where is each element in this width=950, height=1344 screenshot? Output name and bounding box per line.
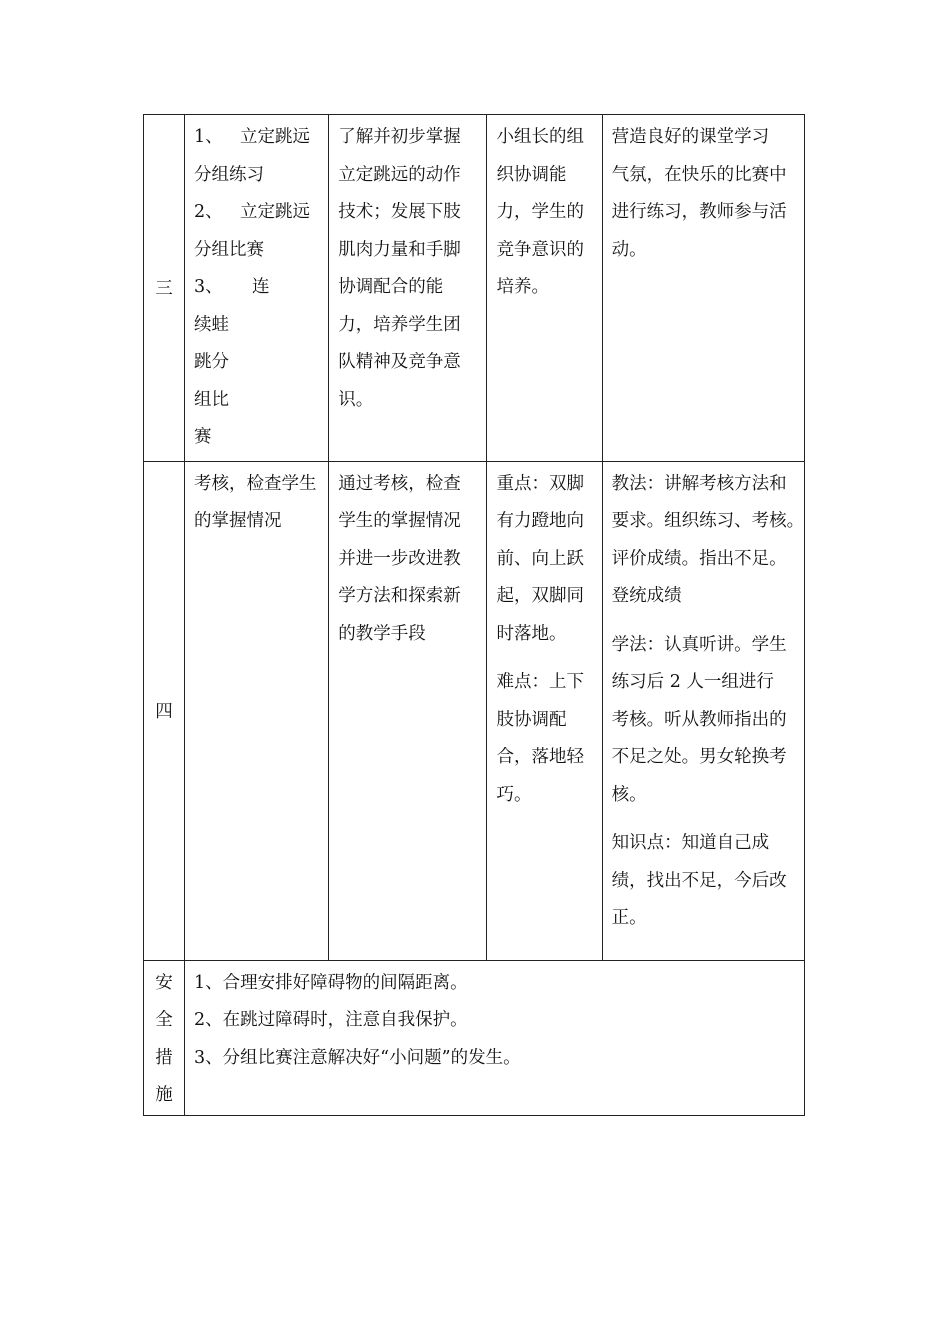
difficulty-line: 肢协调配 — [496, 709, 567, 730]
knowledge-line: 正。 — [611, 908, 647, 928]
row-label-four — [144, 461, 185, 960]
activities-cell-three — [185, 115, 329, 462]
method-line: 动。 — [611, 239, 647, 260]
key-point-block — [496, 466, 595, 654]
goal-line: 学方法和探索新 — [338, 586, 461, 606]
goal-line: 协调配合的能 — [338, 277, 444, 297]
table-row-four — [144, 461, 805, 960]
safety-label-cell — [144, 960, 185, 1115]
activity-item-3-line: 赛 — [194, 427, 212, 447]
difficulty-line: 难点：上下 — [496, 672, 584, 692]
methods-cell-four — [602, 461, 804, 960]
safety-label-char: 施 — [155, 1085, 173, 1105]
key-point-line: 重点：双脚 — [496, 473, 584, 494]
focus-cell-four — [487, 461, 602, 960]
goal-line: 了解并初步掌握 — [338, 127, 461, 147]
activities-cell-four — [185, 461, 329, 960]
row-label-three — [144, 115, 185, 462]
activity-item-1: 1、 立定跳远 — [194, 127, 311, 147]
method-line: 营造良好的课堂学习 — [611, 127, 770, 147]
activity-item-3: 3、 连 — [194, 277, 270, 297]
goal-line: 并进一步改进教 — [338, 548, 461, 569]
focus-line: 培养。 — [496, 277, 549, 297]
lesson-plan-table — [143, 114, 805, 1116]
focus-line: 织协调能 — [496, 164, 567, 185]
activity-item-1-cont: 分组练习 — [194, 164, 265, 185]
focus-cell-three — [487, 115, 602, 462]
goal-line: 的教学手段 — [338, 623, 426, 644]
learning-line: 不足之处。男女轮换考 — [611, 747, 787, 767]
learning-line: 学法：认真听讲。学生 — [611, 634, 787, 655]
learning-method-block — [612, 627, 798, 815]
teaching-line: 教法：讲解考核方法和 — [611, 473, 787, 494]
difficulty-line: 巧。 — [496, 784, 532, 805]
safety-item: 3、分组比赛注意解决好“小问题”的发生。 — [194, 1047, 521, 1068]
table-row-safety — [144, 960, 805, 1115]
activity-item-3-line: 续蛙 — [194, 314, 230, 335]
activity-item-3-line: 跳分 — [194, 352, 230, 372]
activity-line: 考核，检查学生 — [194, 473, 317, 494]
key-point-line: 起，双脚同 — [496, 586, 584, 606]
safety-label-char: 全 — [155, 1010, 173, 1030]
safety-item: 1、合理安排好障碍物的间隔距离。 — [194, 972, 468, 993]
learning-line: 核。 — [611, 784, 647, 805]
knowledge-line: 知识点：知道自己成 — [611, 833, 770, 853]
teaching-line: 要求。组织练习、考核。 — [611, 511, 805, 531]
difficulty-line: 合，落地轻 — [496, 747, 584, 767]
goal-line: 技术；发展下肢 — [338, 202, 461, 222]
learning-line: 考核。听从教师指出的 — [611, 709, 787, 730]
focus-line: 力，学生的 — [496, 202, 584, 222]
activity-item-2-cont: 分组比赛 — [194, 239, 265, 260]
learning-line: 练习后 2 人一组进行 — [611, 672, 774, 692]
methods-cell-three — [602, 115, 804, 462]
activity-item-2: 2、 立定跳远 — [194, 202, 311, 222]
goal-line: 通过考核，检查 — [338, 473, 461, 494]
goal-line: 肌肉力量和手脚 — [338, 239, 461, 260]
goal-line: 识。 — [338, 389, 374, 410]
knowledge-point-block — [612, 825, 798, 938]
knowledge-line: 绩，找出不足，今后改 — [611, 870, 787, 891]
method-line: 气氛，在快乐的比赛中 — [611, 164, 787, 185]
goal-line: 队精神及竞争意 — [338, 352, 461, 372]
key-point-line: 前、向上跃 — [496, 548, 584, 569]
teaching-line: 登统成绩 — [611, 586, 682, 606]
focus-line: 小组长的组 — [496, 127, 584, 147]
activity-item-3-line: 组比 — [194, 389, 230, 410]
row-label-text: 三 — [155, 279, 173, 300]
teaching-method-block — [611, 466, 805, 616]
goals-cell-three — [329, 115, 487, 462]
table-row-three — [144, 115, 805, 462]
method-line: 进行练习，教师参与活 — [611, 202, 787, 222]
teaching-line: 评价成绩。指出不足。 — [611, 548, 787, 569]
safety-label-char: 措 — [155, 1047, 173, 1068]
key-point-line: 时落地。 — [496, 623, 567, 644]
goals-cell-four — [329, 461, 487, 960]
goal-line: 力，培养学生团 — [338, 314, 461, 335]
goal-line: 学生的掌握情况 — [338, 511, 461, 531]
activity-line: 的掌握情况 — [194, 511, 282, 531]
safety-label-char: 安 — [155, 972, 173, 993]
row-label-text: 四 — [155, 702, 173, 722]
goal-line: 立定跳远的动作 — [338, 164, 461, 185]
difficulty-block — [496, 664, 595, 814]
safety-measures-cell — [185, 960, 805, 1115]
focus-line: 竞争意识的 — [496, 239, 584, 260]
safety-item: 2、在跳过障碍时，注意自我保护。 — [194, 1010, 468, 1030]
key-point-line: 有力蹬地向 — [496, 511, 584, 531]
